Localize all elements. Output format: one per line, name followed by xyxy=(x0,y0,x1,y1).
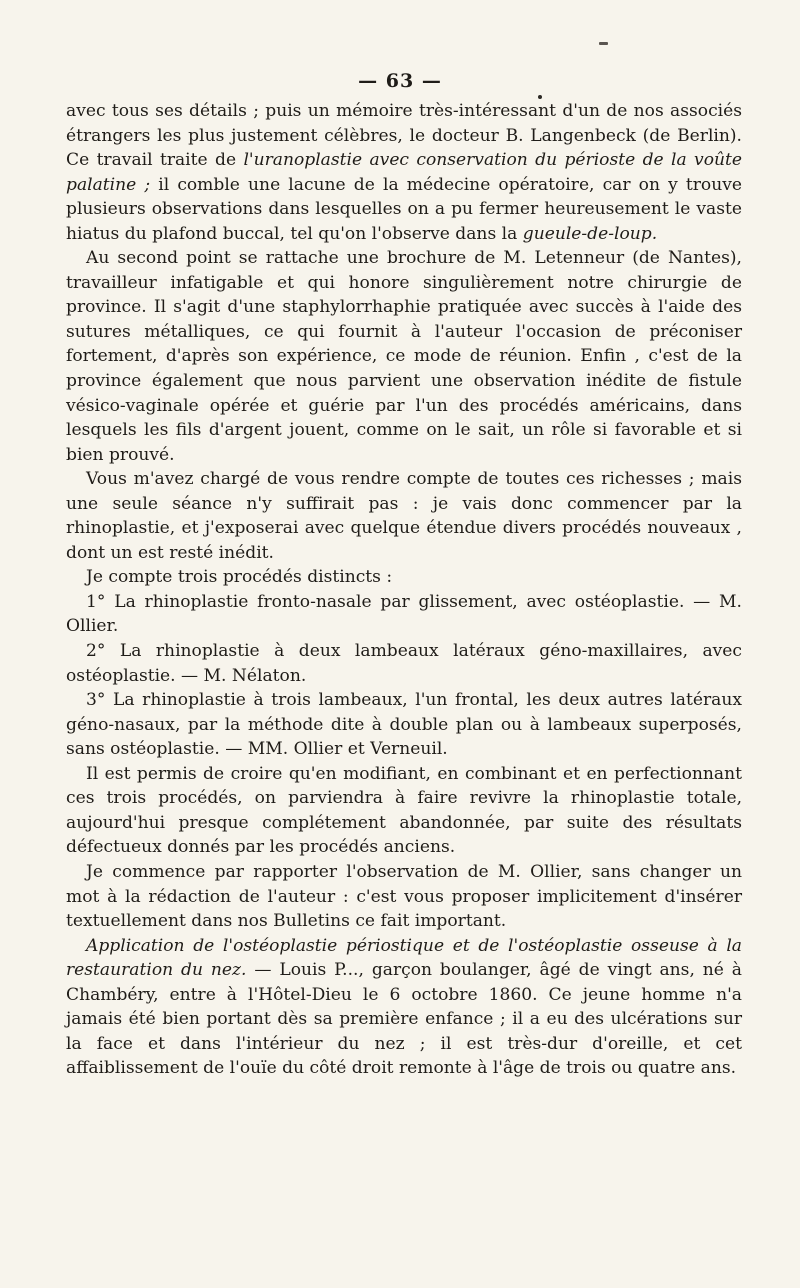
paragraph xyxy=(66,639,742,688)
text-run: 2° La rhinoplastie à deux lambeaux latéraux géno-maxillaires, avec ostéoplastie. — M. Nélaton. xyxy=(66,641,742,686)
paragraph xyxy=(66,688,742,762)
ink-smudge xyxy=(599,42,608,45)
paragraph xyxy=(66,246,742,467)
paragraph xyxy=(66,565,742,590)
text-run: 3° La rhinoplastie à trois lambeaux, l'un frontal, les deux autres latéraux géno-nasaux, par la méthode dite à double plan ou à lambeaux superposés, sans ostéoplastie. — MM. Ollier et Verneuil. xyxy=(66,690,742,760)
paragraph xyxy=(66,762,742,860)
text-run: il comble une lacune de la médecine opératoire, car on y trouve plusieurs observations dans lesquelles on a pu fermer heureusement le vaste hiatus du plafond buccal, tel qu'on l'observe dans la xyxy=(66,174,742,244)
text-run: Vous m'avez chargé de vous rendre compte de toutes ces richesses ; mais une seule séance n'y suffirait pas : je vais donc commencer par la rhinoplastie, et j'exposerai avec quelque étendue divers procédés nouveaux , dont un est resté inédit. xyxy=(66,469,742,563)
body-text xyxy=(66,99,742,1081)
italic-text: l'uranoplastie avec conservation du périoste de la voûte palatine ; xyxy=(66,150,743,195)
paragraph xyxy=(66,934,742,1081)
text-run: Je commence par rapporter l'observation de M. Ollier, sans changer un mot à la rédaction de l'auteur : c'est vous proposer implicitement d'insérer textuellement dans nos Bulletins ce fait important. xyxy=(66,861,742,932)
text-run: — Louis P..., garçon boulanger, âgé de vingt ans, né à Chambéry, entre à l'Hôtel-Dieu le 6 octobre 1860. Ce jeune homme n'a jamais été bien portant dès sa première enfance ; il a eu des ulcérations sur la face et dans l'intérieur du nez ; il est très-dur d'oreille, et cet affaiblissement de l'ouïe du côté droit remonte à l'âge de trois ou quatre ans. xyxy=(66,960,742,1079)
paragraph xyxy=(66,590,742,639)
paragraph xyxy=(66,467,742,565)
italic-text: Application de l'ostéoplastie périostique et de l'ostéoplastie osseuse à la restauration du nez. xyxy=(66,935,742,981)
text-run: Je compte trois procédés distincts : xyxy=(86,567,393,588)
italic-text: gueule-de-loup. xyxy=(522,223,658,244)
text-run: Au second point se rattache une brochure de M. Letenneur (de Nantes), travailleur infatigable et qui honore singulièrement notre chirurgie de province. Il s'agit d'une staphylorrhaphie pratiquée avec succès à l'aide des sutures métalliques, ce qui fournit à l'auteur l'occasion de préconiser fortement, d'après son expérience, ce mode de réunion. Enfin , c'est de la province également que nous parvient une observation inédite de fistule vésico-vaginale opérée et guérie par l'un des procédés américains, dans lesquels les fils d'argent jouent, comme on le sait, un rôle si favorable et si bien prouvé. xyxy=(66,248,742,465)
text-run: 1° La rhinoplastie fronto-nasale par glissement, avec ostéoplastie. — M. Ollier. xyxy=(66,591,742,637)
paragraph xyxy=(66,860,742,934)
text-run: Il est permis de croire qu'en modifiant, en combinant et en perfectionnant ces trois procédés, on parviendra à faire revivre la rhinoplastie totale, aujourd'hui presque complétement abandonnée, par suite des résultats défectueux donnés par les procédés anciens. xyxy=(66,763,742,858)
text-run: avec tous ses détails ; puis un mémoire très-intéressant d'un de nos associés étrangers les plus justement célèbres, le docteur B. Langenbeck (de Berlin). Ce travail traite de xyxy=(66,101,742,171)
paragraph xyxy=(66,99,742,246)
page-number: — 63 — xyxy=(358,70,442,92)
